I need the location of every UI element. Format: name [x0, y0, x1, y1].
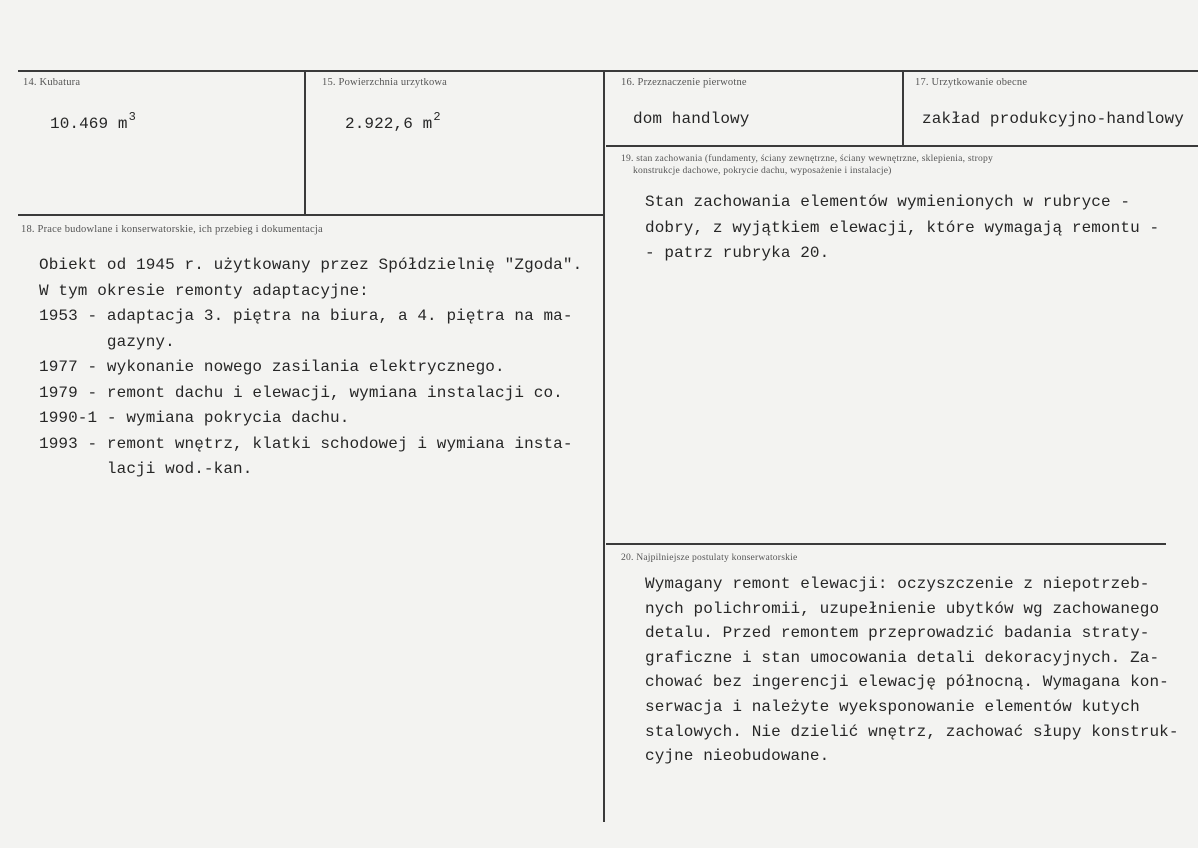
field-15-exponent: 2	[433, 110, 441, 124]
field-20-line: graficzne i stan umocowania detali dekoracyjnych. Za-	[645, 648, 1160, 667]
field-18-line: 1979 - remont dachu i elewacji, wymiana instalacji co.	[39, 383, 563, 402]
field-17-value: zakład produkcyjno-handlowy	[922, 110, 1184, 128]
field-18-line: 1993 - remont wnętrz, klatki schodowej i wymiana insta-	[39, 434, 573, 453]
field-18-line: lacji wod.-kan.	[39, 460, 253, 478]
field-20-line: detalu. Przed remontem przeprowadzić badania straty-	[645, 624, 1150, 643]
field-16-label: 16. Przeznaczenie pierwotne	[621, 77, 747, 88]
field-18-line: W tym okresie remonty adaptacyjne:	[39, 281, 369, 300]
field-18-label: 18. Prace budowlane i konserwatorskie, ich przebieg i dokumentacja	[21, 224, 323, 235]
field-18-line: gazyny.	[39, 332, 175, 351]
field-20-line: cyjne nieobudowane.	[645, 747, 830, 766]
field-16-value: dom handlowy	[633, 110, 750, 128]
field-17-label: 17. Urzytkowanie obecne	[915, 77, 1028, 88]
field-20-line: serwacja i należyte wyeksponowanie elementów kutych	[645, 697, 1140, 716]
field-18-line: Obiekt od 1945 r. użytkowany przez Spółdzielnię "Zgoda".	[39, 256, 583, 274]
row1-bottom-rule-left	[18, 214, 604, 216]
field-15-number: 2.922,6 m	[345, 115, 433, 133]
field-20-line: chować bez ingerencji elewację północną. Wymagana kon-	[645, 673, 1169, 692]
field-15-value	[345, 110, 441, 133]
field-14-number: 10.469 m	[50, 115, 128, 133]
divider-main	[603, 71, 605, 822]
divider-14-15	[304, 71, 306, 215]
field-20-text	[645, 575, 1179, 772]
field-19-line: Stan zachowania elementów wymienionych w rubryce -	[645, 193, 1131, 211]
field-18-line: 1953 - adaptacja 3. piętra na biura, a 4. piętra na ma-	[39, 307, 573, 325]
field-14-exponent: 3	[128, 110, 136, 124]
field-20-line: stalowych. Nie dzielić wnętrz, zachować słupy konstruk-	[645, 722, 1179, 741]
field-19-text	[645, 193, 1159, 270]
field-15-label: 15. Powierzchnia urzytkowa	[322, 77, 448, 88]
field-19-label-line1: 19. stan zachowania (fundamenty, ściany zewnętrzne, ściany wewnętrzne, sklepienia, stropy	[621, 153, 994, 164]
field-14-label: 14. Kubatura	[23, 77, 81, 88]
f20-top-rule	[606, 543, 1166, 545]
field-20-label: 20. Najpilniejsze postulaty konserwatorskie	[621, 552, 798, 563]
field-18-line: 1990-1 - wymiana pokrycia dachu.	[39, 409, 350, 427]
field-19-line: dobry, z wyjątkiem elewacji, które wymagają remontu -	[645, 218, 1160, 237]
field-19-line: - patrz rubryka 20.	[645, 244, 830, 262]
field-18-line: 1977 - wykonanie nowego zasilania elektrycznego.	[39, 358, 505, 376]
field-20-line: nych polichromii, uzupełnienie ubytków wg zachowanego	[645, 599, 1160, 618]
field-14-value	[50, 110, 136, 133]
field-19-label-line2: konstrukcje dachowe, pokrycie dachu, wyposażenie i instalacje)	[633, 165, 892, 176]
field-20-line: Wymagany remont elewacji: oczyszczenie z niepotrzeb-	[645, 575, 1150, 593]
field-18-text	[39, 256, 582, 486]
divider-16-17	[902, 71, 904, 146]
top-rule	[18, 70, 1198, 72]
